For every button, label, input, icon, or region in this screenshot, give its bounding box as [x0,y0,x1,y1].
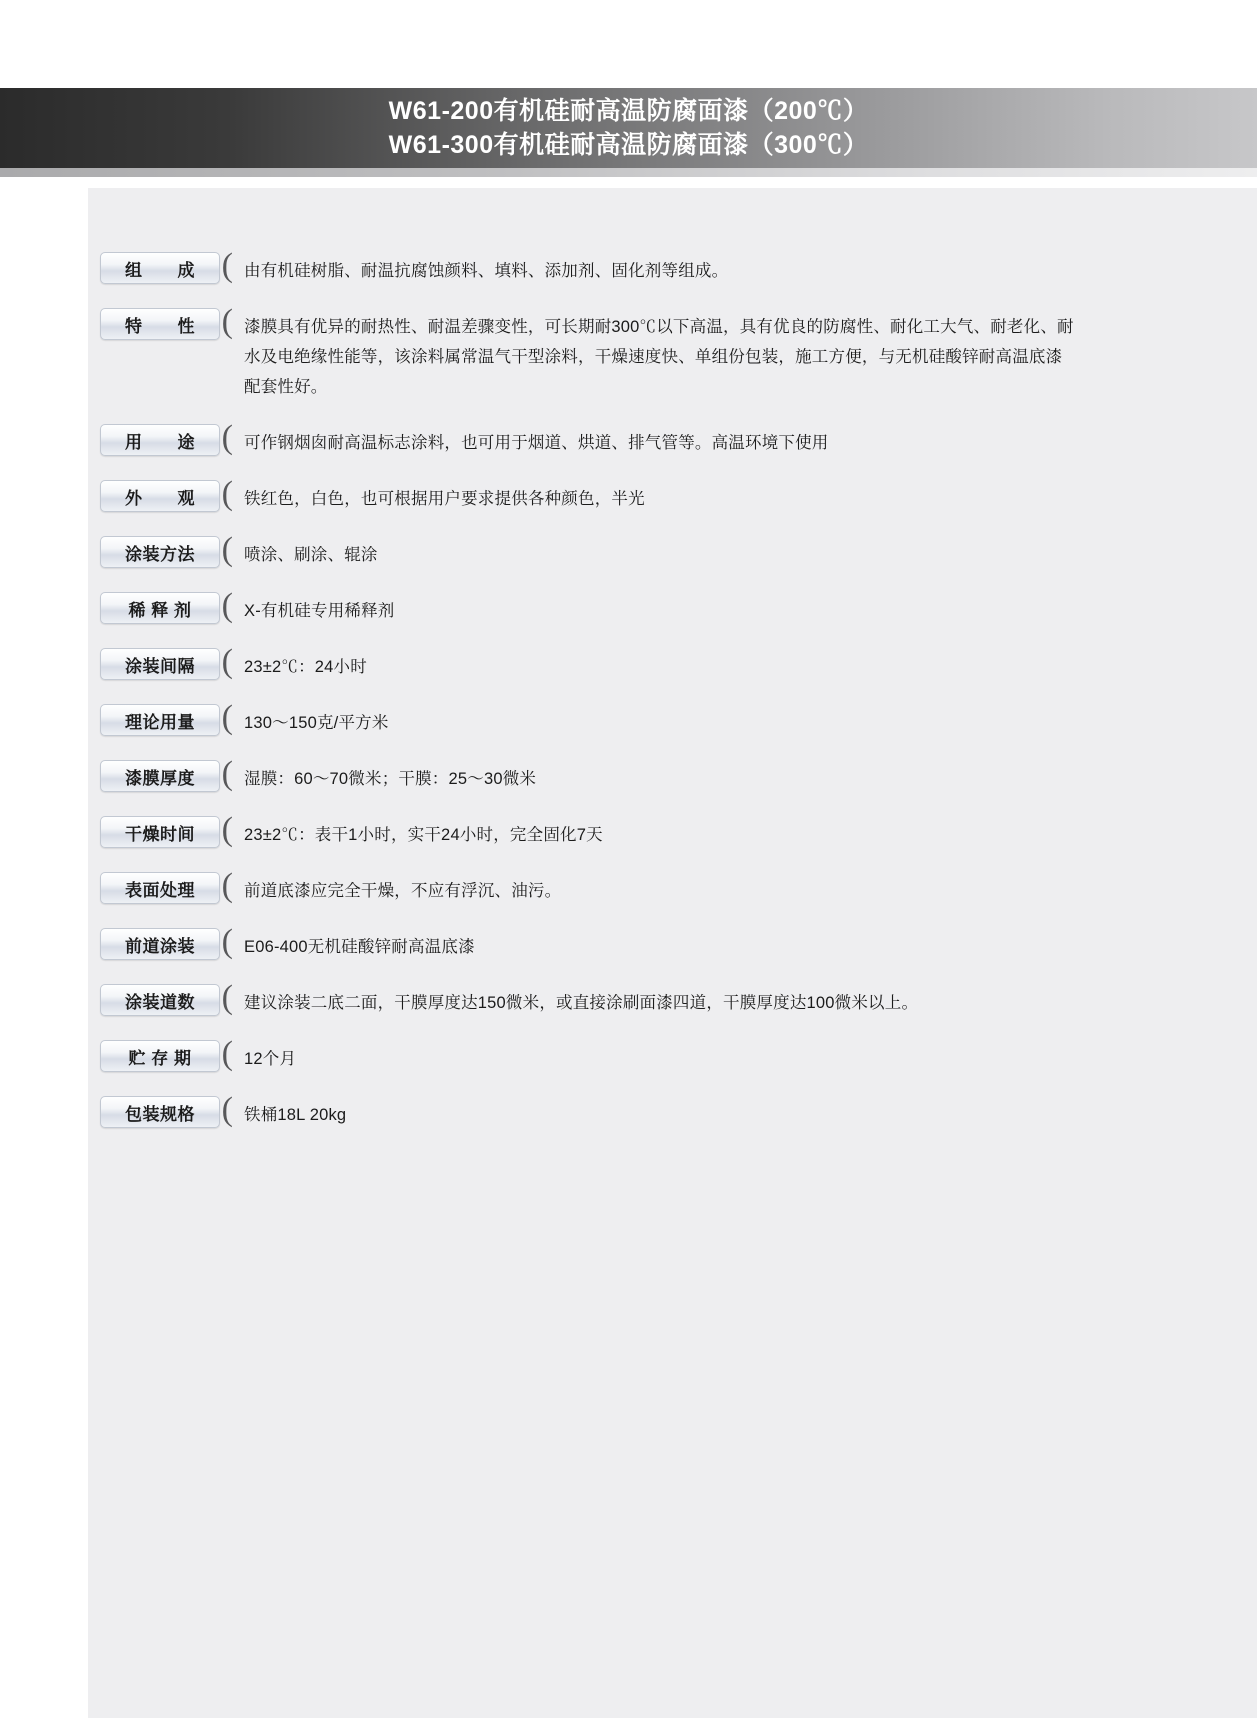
spec-row [0,979,1257,1018]
spec-label: 组 成 [100,252,220,284]
spec-label-wrap [100,755,233,792]
spec-value: 喷涂、刷涂、辊涂 [244,546,378,564]
page-header-banner [0,88,1257,168]
spec-row [0,699,1257,738]
spec-value: 12个月 [244,1050,297,1068]
spec-row [0,923,1257,962]
spec-label-wrap [100,699,233,736]
spec-label: 表面处理 [100,872,220,904]
spec-label-wrap [100,923,233,960]
spec-label-wrap [100,475,233,512]
paren-decoration-icon: ( [221,475,233,512]
spec-label: 外 观 [100,480,220,512]
paren-decoration-icon: ( [221,867,233,904]
paren-decoration-icon: ( [221,419,233,456]
spec-label-wrap [100,303,233,340]
spec-label-wrap [100,419,233,456]
paren-decoration-icon: ( [221,531,233,568]
paren-decoration-icon: ( [221,699,233,736]
spec-row [0,587,1257,626]
spec-label-wrap [100,643,233,680]
spec-row [0,531,1257,570]
spec-row [0,1035,1257,1074]
spec-label-wrap [100,1091,233,1128]
spec-row [0,303,1257,402]
product-title-line-1: W61-200有机硅耐高温防腐面漆（200℃） [388,97,869,125]
paren-decoration-icon: ( [221,1035,233,1072]
paren-decoration-icon: ( [221,811,233,848]
paren-decoration-icon: ( [221,643,233,680]
spec-row [0,1091,1257,1130]
spec-value: 可作钢烟囱耐高温标志涂料，也可用于烟道、烘道、排气管等。高温环境下使用 [244,434,829,452]
spec-label: 稀 释 剂 [100,592,220,624]
spec-label-wrap [100,979,233,1016]
spec-label-wrap [100,247,233,284]
spec-value: X-有机硅专用稀释剂 [244,602,395,620]
spec-label: 理论用量 [100,704,220,736]
banner-shadow [0,168,1257,177]
spec-label: 涂装间隔 [100,648,220,680]
paren-decoration-icon: ( [221,247,233,284]
spec-row [0,247,1257,286]
spec-label: 涂装方法 [100,536,220,568]
spec-value: 铁桶18L 20kg [244,1106,347,1124]
spec-label-wrap [100,531,233,568]
spec-row [0,419,1257,458]
spec-value: 漆膜具有优异的耐热性、耐温差骤变性，可长期耐300℃以下高温，具有优良的防腐性、耐化工大气、耐老化、耐水及电绝缘性能等，该涂料属常温气干型涂料，干燥速度快、单组份包装，施工方便，与无机硅酸锌耐高温底漆配套性好。 [244,318,1074,396]
spec-value: 130～150克/平方米 [244,714,389,732]
spec-label: 干燥时间 [100,816,220,848]
spec-value: 23±2℃：表干1小时，实干24小时，完全固化7天 [244,826,603,844]
spec-label-wrap [100,1035,233,1072]
product-title-line-2: W61-300有机硅耐高温防腐面漆（300℃） [388,131,869,159]
spec-value: 铁红色，白色，也可根据用户要求提供各种颜色，半光 [244,490,645,508]
spec-value: E06-400无机硅酸锌耐高温底漆 [244,938,475,956]
spec-row [0,755,1257,794]
spec-label: 漆膜厚度 [100,760,220,792]
spec-label-wrap [100,587,233,624]
spec-label-wrap [100,811,233,848]
spec-row [0,475,1257,514]
paren-decoration-icon: ( [221,979,233,1016]
spec-value: 由有机硅树脂、耐温抗腐蚀颜料、填料、添加剂、固化剂等组成。 [244,262,729,280]
spec-label-wrap [100,867,233,904]
spec-label: 贮 存 期 [100,1040,220,1072]
spec-row [0,643,1257,682]
paren-decoration-icon: ( [221,303,233,340]
paren-decoration-icon: ( [221,587,233,624]
spec-label: 特 性 [100,308,220,340]
spec-label: 用 途 [100,424,220,456]
spec-value: 前道底漆应完全干燥，不应有浮沉、油污。 [244,882,562,900]
paren-decoration-icon: ( [221,1091,233,1128]
spec-value: 建议涂装二底二面，干膜厚度达150微米，或直接涂刷面漆四道，干膜厚度达100微米以上。 [244,994,919,1012]
spec-label: 包装规格 [100,1096,220,1128]
spec-list [0,247,1257,1152]
spec-value: 23±2℃：24小时 [244,658,367,676]
paren-decoration-icon: ( [221,755,233,792]
spec-row [0,811,1257,850]
spec-row [0,867,1257,906]
spec-label: 涂装道数 [100,984,220,1016]
spec-value: 湿膜：60～70微米；干膜：25～30微米 [244,770,537,788]
spec-label: 前道涂装 [100,928,220,960]
paren-decoration-icon: ( [221,923,233,960]
